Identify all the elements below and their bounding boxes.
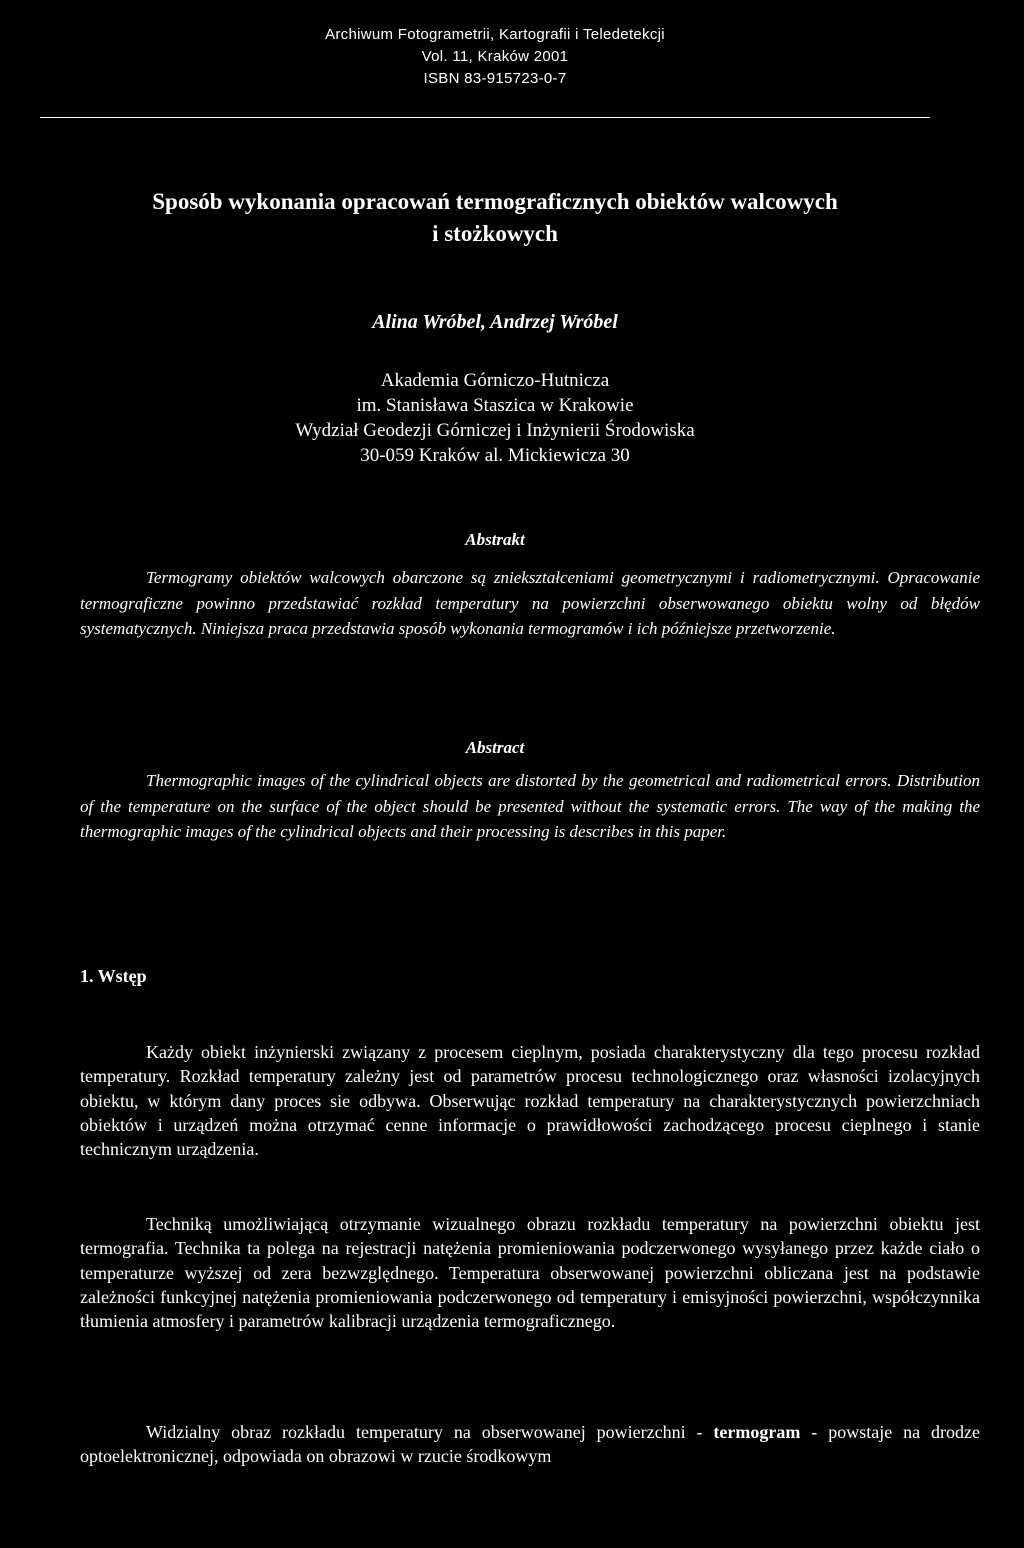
authors: Alina Wróbel, Andrzej Wróbel bbox=[372, 311, 618, 333]
title-line-1: Sposób wykonania opracowań termograficznych obiektów walcowych bbox=[152, 189, 838, 214]
affiliation-line-2: im. Stanisława Staszica w Krakowie bbox=[356, 395, 634, 416]
affiliation-line-4: 30-059 Kraków al. Mickiewicza 30 bbox=[360, 445, 630, 466]
abstract-pl-text: Termogramy obiektów walcowych obarczone są zniekształceniami geometrycznymi i radiometrycznymi. Opracowanie termograficzne powinno przedstawiać rozkład temperatury na powierzchni obserwowanego obiektu wolny od błędów systematycznych. Niniejsza praca przedstawia sposób wykonania termogramów i ich późniejsze przetworzenie. bbox=[80, 568, 980, 638]
title-line-2: i stożkowych bbox=[432, 221, 558, 246]
section-heading-introduction: 1. Wstęp bbox=[80, 966, 147, 986]
body-paragraph-1: Każdy obiekt inżynierski związany z procesem cieplnym, posiada charakterystyczny dla tego procesu rozkład temperatury. Rozkład temperatury zależny jest od parametrów procesu technologicznego oraz własności izolacyjnych obiektu, w którym dany proces sie odbywa. Obserwując rozkład temperatury na charakterystycznych powierzchniach obiektów i urządzeń można otrzymać cenne informacje o prawidłowości zachodzącego procesu cieplnego i stanie technicznym urządzenia. bbox=[80, 1042, 980, 1160]
header-divider bbox=[40, 117, 930, 118]
paper-title bbox=[80, 186, 910, 250]
journal-name: Archiwum Fotogrametrii, Kartografii i Teledetekcji bbox=[325, 26, 665, 43]
body-paragraph-2: Techniką umożliwiającą otrzymanie wizualnego obrazu rozkładu temperatury na powierzchni obiektu jest termografia. Technika ta polega na rejestracji natężenia promieniowania podczerwonego wysyłanego przez każde ciało o temperaturze wyższej od zera bezwzględnego. Temperatura obserwowanej powierzchni obliczana jest na podstawie zależności funkcyjnej natężenia promieniowania podczerwonego od temperatury i emisyjności powierzchni, współczynnika tłumienia atmosfery i parametrów kalibracji urządzenia termograficznego. bbox=[80, 1214, 980, 1332]
paragraph-3-start: Widzialny obraz rozkładu temperatury na obserwowanej powierzchni - bbox=[146, 1422, 714, 1442]
affiliation-line-3: Wydział Geodezji Górniczej i Inżynierii Środowiska bbox=[295, 420, 695, 441]
affiliation-line-1: Akademia Górniczo-Hutnicza bbox=[380, 370, 610, 391]
journal-isbn: ISBN 83-915723-0-7 bbox=[423, 70, 567, 87]
abstract-pl-heading: Abstrakt bbox=[465, 530, 525, 549]
body-paragraph-3 bbox=[80, 1420, 980, 1469]
term-termogram: termogram bbox=[713, 1422, 801, 1442]
journal-volume: Vol. 11, Kraków 2001 bbox=[421, 48, 569, 65]
abstract-en-heading: Abstract bbox=[465, 738, 525, 757]
paragraph-3-end: - powstaje na drodze optoelektronicznej, odpowiada on obrazowi w rzucie środkowym bbox=[80, 1422, 980, 1467]
abstract-en-text: Thermographic images of the cylindrical objects are distorted by the geometrical and radiometrical errors. Distribution of the temperature on the surface of the object should be presented without the systematic errors. The way of the making the thermographic images of the cylindrical objects and their processing is describes in this paper. bbox=[80, 771, 980, 841]
affiliation bbox=[80, 368, 910, 468]
journal-header bbox=[80, 24, 910, 90]
